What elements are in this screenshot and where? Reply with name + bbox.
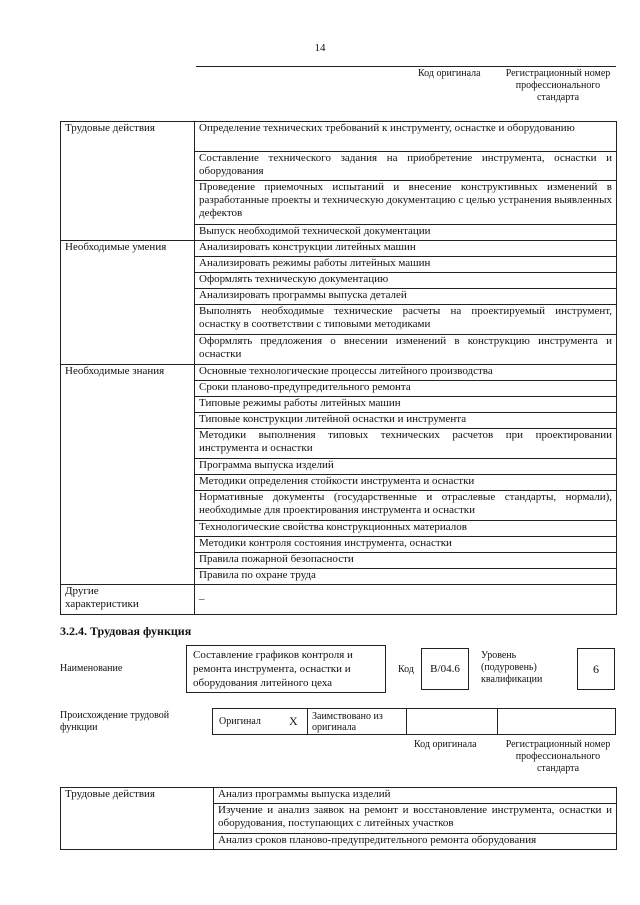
knowledge-item: Основные технологические процессы литейного производства — [195, 365, 617, 381]
knowledge-label: Необходимые знания — [61, 365, 195, 585]
labor-action-item: Определение технических требований к инструменту, оснастке и оборудованию — [195, 122, 617, 152]
knowledge-item: Нормативные документы (государственные и отраслевые стандарты, нормали), необходимые для проектирования инструмента и оснастки — [195, 491, 617, 521]
function-name-box: Составление графиков контроля и ремонта инструмента, оснастки и оборудования литейного цеха — [186, 645, 386, 693]
labor-action-item: Составление технического задания на приобретение инструмента, оснастки и оборудования — [195, 152, 617, 181]
origin-row — [212, 708, 616, 735]
skill-item: Анализировать программы выпуска деталей — [195, 289, 617, 305]
knowledge-item: Методики выполнения типовых технических расчетов при проектировании инструмента и оснастки — [195, 429, 617, 459]
table-row — [61, 241, 617, 257]
labor-action-item: Анализ сроков планово-предупредительного ремонта оборудования — [214, 834, 617, 850]
knowledge-item: Типовые конструкции литейной оснастки и инструмента — [195, 413, 617, 429]
function-code-box: B/04.6 — [421, 648, 469, 690]
origin-label: Происхождение трудовой функции — [60, 710, 170, 733]
knowledge-item: Методики определения стойкости инструмента и оснастки — [195, 475, 617, 491]
original-cell — [212, 708, 308, 735]
knowledge-item: Правила пожарной безопасности — [195, 553, 617, 569]
page-number: 14 — [314, 42, 326, 54]
header-code-original: Код оригинала — [418, 68, 481, 79]
other-characteristics-value: – — [195, 585, 617, 615]
name-label: Наименование — [60, 663, 123, 674]
labor-actions-table — [60, 787, 617, 850]
knowledge-item: Типовые режимы работы литейных машин — [195, 397, 617, 413]
code-label: Код — [398, 664, 414, 675]
header-divider — [196, 66, 616, 67]
skill-item: Оформлять предложения о внесении изменений в конструкцию инструмента и оснастки — [195, 335, 617, 365]
code-original-cell — [406, 708, 498, 735]
table-row — [61, 788, 617, 804]
labor-action-item: Изучение и анализ заявок на ремонт и восстановление инструмента, оснастки и оборудования, поступающих с литейных участков — [214, 804, 617, 834]
borrowed-cell: Заимствовано из оригинала — [307, 708, 407, 735]
level-label: Уровень (подуровень) квалификации — [481, 650, 543, 685]
reg-number-caption: Регистрационный номер профессионального стандарта — [505, 739, 611, 774]
skill-item: Анализировать конструкции литейных машин — [195, 241, 617, 257]
table-row — [61, 365, 617, 381]
labor-action-item: Анализ программы выпуска изделий — [214, 788, 617, 804]
knowledge-item: Правила по охране труда — [195, 569, 617, 585]
table-row — [61, 122, 617, 152]
labor-action-item: Выпуск необходимой технической документации — [195, 225, 617, 241]
skills-label: Необходимые умения — [61, 241, 195, 365]
skill-item: Анализировать режимы работы литейных машин — [195, 257, 617, 273]
skill-item: Оформлять техническую документацию — [195, 273, 617, 289]
original-mark: X — [289, 714, 298, 728]
reg-number-cell — [497, 708, 616, 735]
competency-table — [60, 121, 617, 615]
header-reg-number: Регистрационный номер профессионального стандарта — [505, 68, 611, 103]
code-original-caption: Код оригинала — [414, 739, 477, 750]
level-value-box: 6 — [577, 648, 615, 690]
section-title: 3.2.4. Трудовая функция — [60, 624, 192, 638]
knowledge-item: Технологические свойства конструкционных материалов — [195, 521, 617, 537]
knowledge-item: Методики контроля состояния инструмента, оснастки — [195, 537, 617, 553]
labor-actions-label-2: Трудовые действия — [61, 788, 214, 850]
knowledge-item: Сроки планово-предупредительного ремонта — [195, 381, 617, 397]
original-label: Оригинал — [219, 716, 261, 727]
other-characteristics-label: Другие характеристики — [61, 585, 195, 615]
labor-actions-label: Трудовые действия — [61, 122, 195, 241]
labor-action-item: Проведение приемочных испытаний и внесение конструктивных изменений в разработанные проекты и техническую документацию с целью устранения выявленных дефектов — [195, 181, 617, 225]
table-row — [61, 585, 617, 615]
skill-item: Выполнять необходимые технические расчеты на проектируемый инструмент, оснастку в соответствии с типовыми методиками — [195, 305, 617, 335]
knowledge-item: Программа выпуска изделий — [195, 459, 617, 475]
